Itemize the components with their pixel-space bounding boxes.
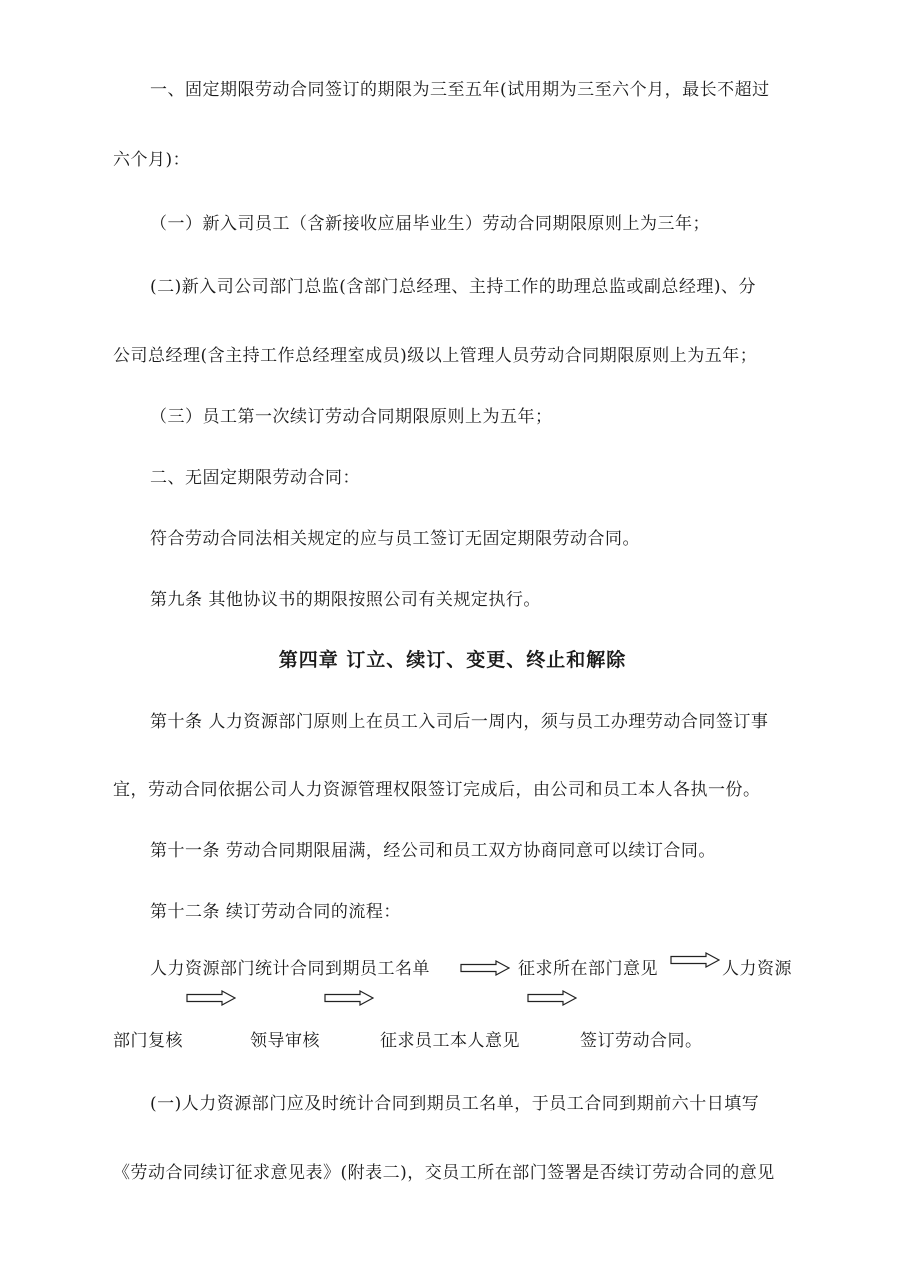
- right-arrow-icon: [527, 990, 577, 1006]
- right-arrow-icon: [324, 990, 374, 1006]
- right-arrow-icon: [670, 952, 720, 968]
- paragraph-line: 宜，劳动合同依据公司人力资源管理权限签订完成后，由公司和员工本人各执一份。: [113, 780, 761, 800]
- flow-step: 征求所在部门意见: [518, 959, 658, 979]
- paragraph-line: 公司总经理(含主持工作总经理室成员)级以上管理人员劳动合同期限原则上为五年；: [113, 346, 758, 366]
- paragraph-line: 一、固定期限劳动合同签订的期限为三至五年(试用期为三至六个月，最长不超过: [150, 80, 770, 100]
- flow-step: 人力资源: [722, 959, 792, 979]
- right-arrow-icon: [460, 960, 510, 976]
- paragraph-line: （三）员工第一次续订劳动合同期限原则上为五年；: [150, 407, 553, 427]
- paragraph-line: 符合劳动合同法相关规定的应与员工签订无固定期限劳动合同。: [150, 529, 640, 549]
- flow-step: 签订劳动合同。: [580, 1031, 703, 1051]
- paragraph-line: (二)新入司公司部门总监(含部门总经理、主持工作的助理总监或副总经理)、分: [150, 277, 757, 297]
- paragraph-line: (一)人力资源部门应及时统计合同到期员工名单，于员工合同到期前六十日填写: [150, 1094, 760, 1114]
- paragraph-line: 第十二条 续订劳动合同的流程：: [150, 902, 401, 922]
- paragraph-line: 六个月)：: [113, 150, 191, 170]
- paragraph-line: 第十条 人力资源部门原则上在员工入司后一周内，须与员工办理劳动合同签订事: [150, 712, 769, 732]
- flow-step: 征求员工本人意见: [380, 1031, 520, 1051]
- right-arrow-icon: [186, 990, 236, 1006]
- paragraph-line: 第九条 其他协议书的期限按照公司有关规定执行。: [150, 590, 541, 610]
- paragraph-line: 二、无固定期限劳动合同：: [150, 468, 360, 488]
- chapter-heading: 第四章 订立、续订、变更、终止和解除: [278, 649, 627, 671]
- flow-step: 部门复核: [113, 1031, 183, 1051]
- flow-step: 人力资源部门统计合同到期员工名单: [150, 959, 430, 979]
- paragraph-line: （一）新入司员工（含新接收应届毕业生）劳动合同期限原则上为三年；: [150, 214, 710, 234]
- paragraph-line: 《劳动合同续订征求意见表》(附表二)，交员工所在部门签署是否续订劳动合同的意见: [113, 1163, 775, 1183]
- paragraph-line: 第十一条 劳动合同期限届满，经公司和员工双方协商同意可以续订合同。: [150, 841, 716, 861]
- flow-step: 领导审核: [250, 1031, 320, 1051]
